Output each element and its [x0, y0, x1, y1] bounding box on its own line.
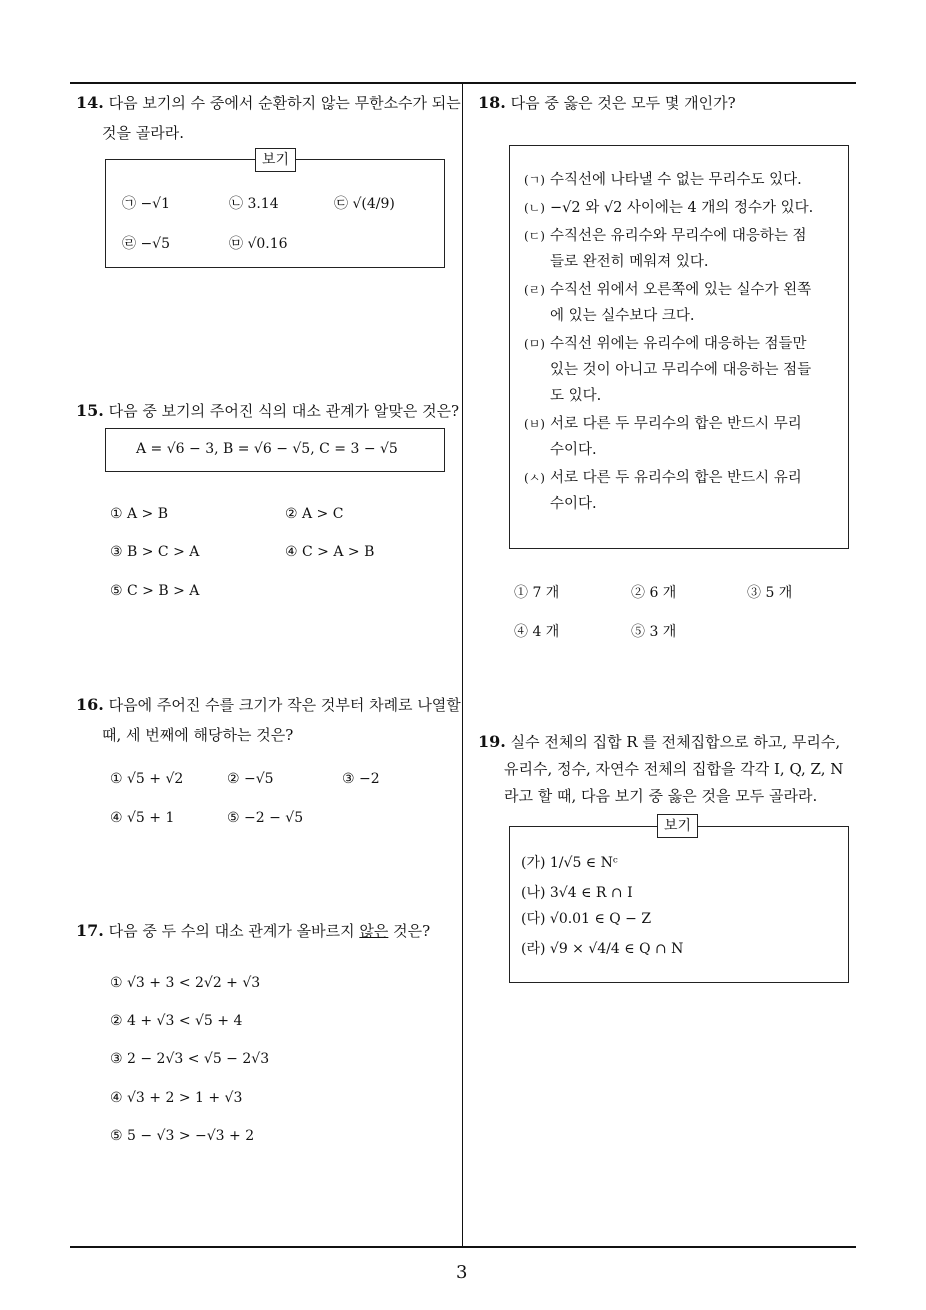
question-text: 실수 전체의 집합 R 를 전체집합으로 하고, 무리수, — [510, 733, 841, 751]
statement-text: 수직선은 유리수와 무리수에 대응하는 점 — [550, 228, 807, 244]
question-number: 14. — [76, 93, 104, 112]
statement-text: 서로 다른 두 유리수의 합은 반드시 유리 — [550, 470, 802, 486]
bottom-rule — [70, 1246, 856, 1248]
choice[interactable]: ④ 4 개 — [514, 624, 560, 640]
question-19 — [478, 728, 863, 810]
question-text: 다음에 주어진 수를 크기가 작은 것부터 차례로 나열할 — [108, 696, 461, 714]
choice[interactable]: ① √3 + 3 < 2√2 + √3 — [110, 975, 261, 991]
question-text-end: 것은? — [388, 922, 431, 940]
question-text-cont: 라고 할 때, 다음 보기 중 옳은 것을 모두 골라라. — [504, 787, 818, 805]
statement-text: −√2 와 √2 사이에는 4 개의 정수가 있다. — [550, 200, 814, 216]
statement-mark: (ㅅ) — [524, 471, 545, 485]
q14-item: ㉠ −√1 — [122, 196, 171, 212]
question-number: 16. — [76, 695, 104, 714]
q14-item: ㉡ 3.14 — [229, 196, 279, 212]
question-number: 18. — [478, 93, 506, 112]
question-14 — [76, 88, 461, 148]
q15-expression: A = √6 − 3, B = √6 − √5, C = 3 − √5 — [136, 441, 398, 457]
choice[interactable]: ② A > C — [285, 506, 344, 522]
statement-mark: (ㄴ) — [524, 201, 545, 215]
choice[interactable]: ⑤ 3 개 — [631, 624, 677, 640]
question-16 — [76, 690, 461, 750]
box-label: 보기 — [657, 814, 698, 838]
statement-text-cont: 수이다. — [550, 442, 597, 458]
statement-text: 수직선에 나타낼 수 없는 무리수도 있다. — [550, 172, 802, 188]
q14-item: ㉢ √(4/9) — [334, 196, 395, 212]
q18-statement — [524, 411, 839, 463]
q18-statement — [524, 465, 839, 517]
question-text-cont: 것을 골라라. — [102, 124, 184, 142]
choice[interactable]: ③ −2 — [342, 771, 380, 787]
q18-statement — [524, 223, 839, 275]
page-number: 3 — [456, 1262, 468, 1283]
q18-statement — [524, 167, 839, 193]
choice[interactable]: ④ C > A > B — [285, 544, 375, 560]
statement-text: 수직선 위에는 유리수에 대응하는 점들만 — [550, 336, 807, 352]
q19-item: (가) 1/√5 ∈ Nᶜ — [521, 855, 618, 871]
choice[interactable]: ③ 2 − 2√3 < √5 − 2√3 — [110, 1051, 270, 1067]
choice[interactable]: ⑤ 5 − √3 > −√3 + 2 — [110, 1128, 255, 1144]
choice[interactable]: ③ 5 개 — [747, 585, 793, 601]
choice[interactable]: ③ B > C > A — [110, 544, 200, 560]
question-text: 다음 중 옳은 것은 모두 몇 개인가? — [510, 94, 736, 112]
question-17 — [76, 916, 461, 946]
statement-mark: (ㅂ) — [524, 417, 545, 431]
q19-example-box — [509, 826, 849, 983]
question-18 — [478, 88, 856, 118]
q19-item: (다) √0.01 ∈ Q − Z — [521, 911, 652, 927]
question-text: 다음 보기의 수 중에서 순환하지 않는 무한소수가 되는 — [108, 94, 461, 112]
question-number: 17. — [76, 921, 104, 940]
statement-mark: (ㄱ) — [524, 173, 545, 187]
question-text-cont: 유리수, 정수, 자연수 전체의 집합을 각각 I, Q, Z, N — [504, 760, 844, 778]
statement-text-cont: 있는 것이 아니고 무리수에 대응하는 점들 — [550, 362, 812, 378]
statement-text-cont: 들로 완전히 메워져 있다. — [550, 254, 709, 270]
box-label: 보기 — [255, 148, 296, 172]
question-text: 다음 중 보기의 주어진 식의 대소 관계가 알맞은 것은? — [108, 402, 460, 420]
statement-mark: (ㄷ) — [524, 229, 545, 243]
choice[interactable]: ② −√5 — [227, 771, 274, 787]
q18-statement-list — [524, 167, 839, 519]
choice[interactable]: ④ √5 + 1 — [110, 810, 175, 826]
statement-text: 서로 다른 두 무리수의 합은 반드시 무리 — [550, 416, 802, 432]
q18-statement — [524, 331, 839, 409]
question-number: 15. — [76, 401, 104, 420]
choice[interactable]: ① 7 개 — [514, 585, 560, 601]
statement-text: 수직선 위에서 오른쪽에 있는 실수가 왼쪽 — [550, 282, 812, 298]
question-15 — [76, 396, 461, 426]
q18-statement — [524, 195, 839, 221]
q19-item: (라) √9 × √4/4 ∈ Q ∩ N — [521, 941, 684, 957]
choice[interactable]: ① A > B — [110, 506, 169, 522]
q19-item: (나) 3√4 ∈ R ∩ I — [521, 885, 633, 901]
column-divider — [462, 82, 463, 1247]
q18-statement — [524, 277, 839, 329]
choice[interactable]: ① √5 + √2 — [110, 771, 184, 787]
choice[interactable]: ② 6 개 — [631, 585, 677, 601]
statement-text-cont: 에 있는 실수보다 크다. — [550, 308, 695, 324]
q14-item: ㉣ −√5 — [122, 236, 171, 252]
q14-item: ㉤ √0.16 — [229, 236, 288, 252]
choice[interactable]: ⑤ C > B > A — [110, 583, 200, 599]
choice[interactable]: ⑤ −2 − √5 — [227, 810, 304, 826]
question-text-cont: 때, 세 번째에 해당하는 것은? — [102, 726, 294, 744]
statement-text-cont: 수이다. — [550, 496, 597, 512]
question-number: 19. — [478, 732, 506, 751]
statement-mark: (ㅁ) — [524, 337, 545, 351]
statement-text-cont: 도 있다. — [550, 388, 602, 404]
question-text: 다음 중 두 수의 대소 관계가 올바르지 — [108, 922, 360, 940]
choice[interactable]: ② 4 + √3 < √5 + 4 — [110, 1013, 243, 1029]
statement-mark: (ㄹ) — [524, 283, 545, 297]
underlined-word: 않은 — [359, 922, 389, 940]
choice[interactable]: ④ √3 + 2 > 1 + √3 — [110, 1090, 243, 1106]
